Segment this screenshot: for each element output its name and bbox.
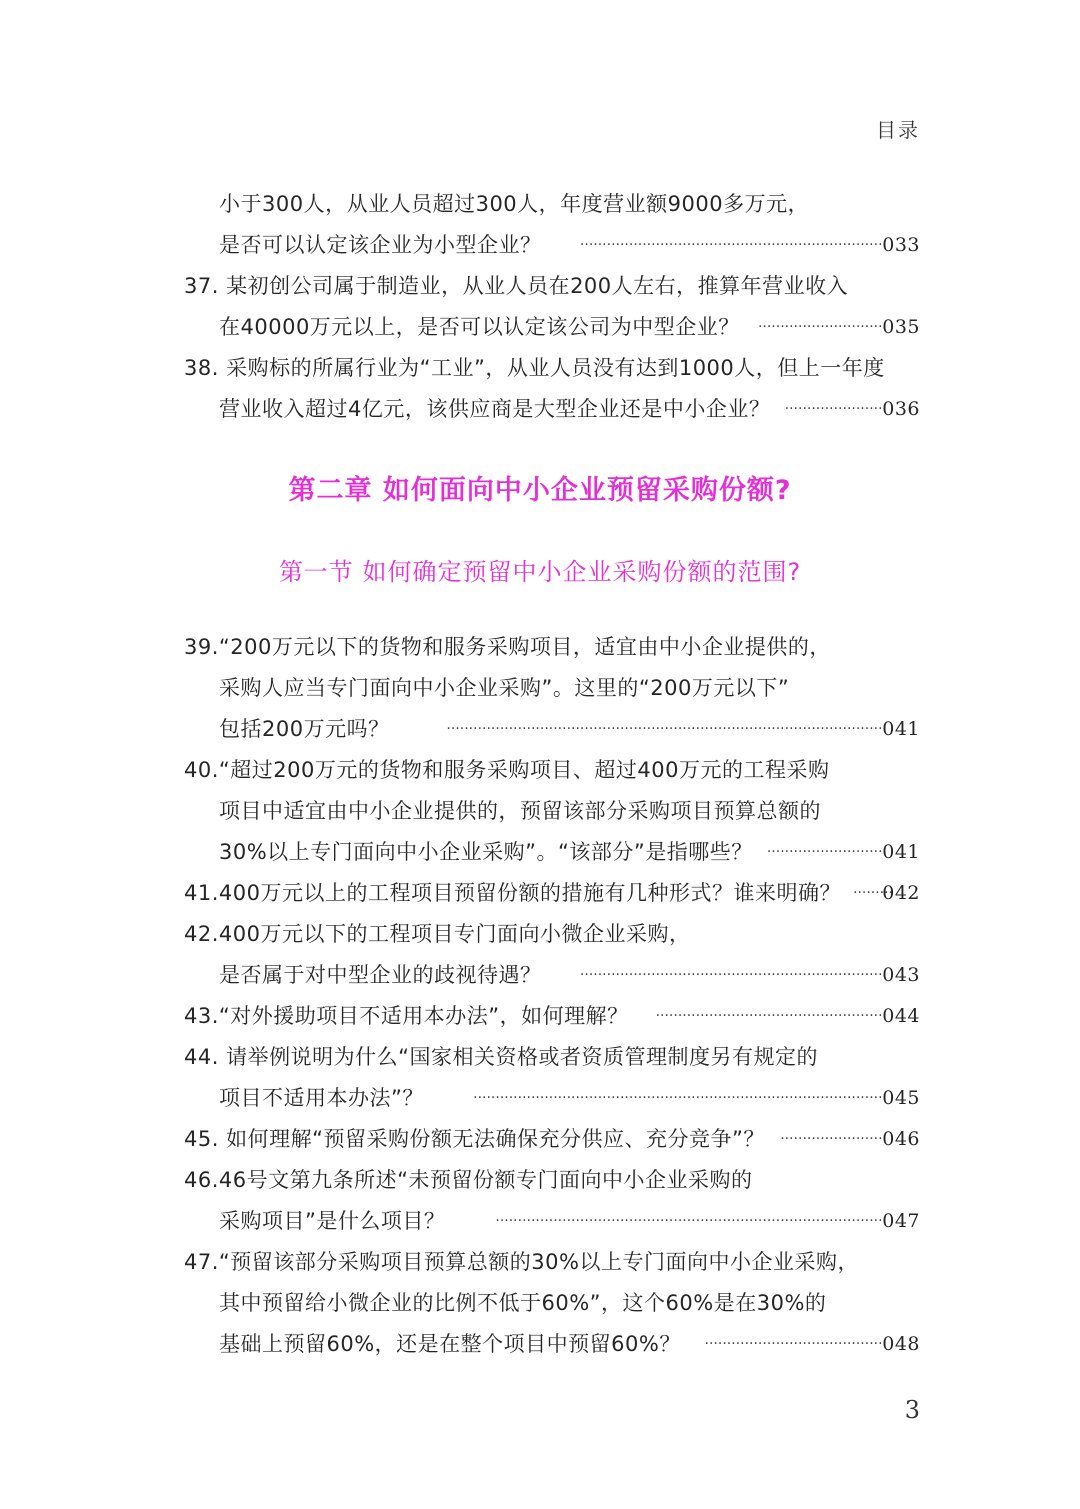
toc-leader-dots: ····························· bbox=[757, 319, 887, 335]
toc-leader-dots: ····································································· bbox=[579, 237, 887, 253]
toc-page-number: 043 bbox=[882, 964, 920, 986]
toc-entry-line bbox=[0, 1201, 1080, 1242]
toc-leader-dots: ··························· bbox=[766, 844, 887, 860]
toc-leader-dots: ····································································· bbox=[579, 967, 887, 983]
toc-leader-dots: ········································· bbox=[704, 1336, 887, 1352]
toc-entry-line bbox=[0, 184, 1080, 225]
toc-entry-line bbox=[0, 668, 1080, 709]
toc-entry-text: 项目中适宜由中小企业提供的，预留该部分采购项目预算总额的 bbox=[219, 799, 821, 823]
toc-entry-line bbox=[0, 750, 1080, 791]
toc-entry-text: 37. 某初创公司属于制造业，从业人员在200人左右，推算年营业收入 bbox=[184, 274, 849, 298]
running-header: 目录 bbox=[876, 118, 920, 142]
toc-entry-text: 30%以上专门面向中小企业采购”。“该部分”是指哪些？ bbox=[219, 840, 753, 864]
toc-leader-dots: ······················· bbox=[784, 401, 887, 417]
page-number: 3 bbox=[904, 1396, 920, 1424]
toc-leader-dots: ········· bbox=[853, 885, 894, 901]
toc-entry-text: 采购项目”是什么项目？ bbox=[219, 1209, 446, 1233]
toc-entry-text: 项目不适用本办法”？ bbox=[219, 1086, 424, 1110]
toc-leader-dots: ··································································································· bbox=[446, 721, 887, 737]
toc-entry-line bbox=[0, 832, 1080, 873]
toc-page-number: 041 bbox=[882, 841, 920, 863]
toc-entry-text: 是否可以认定该企业为小型企业？ bbox=[219, 233, 542, 257]
toc-entry-text: 小于300人，从业人员超过300人，年度营业额9000多万元， bbox=[219, 192, 810, 216]
toc-entry-line bbox=[0, 1324, 1080, 1365]
toc-entry-line bbox=[0, 709, 1080, 750]
toc-page-number: 041 bbox=[882, 718, 920, 740]
toc-entry-line bbox=[0, 389, 1080, 430]
toc-entry-text: 采购人应当专门面向中小企业采购”。这里的“200万元以下” bbox=[219, 676, 790, 700]
toc-entry-line bbox=[0, 1242, 1080, 1283]
toc-entry-text: 46.46号文第九条所述“未预留份额专门面向中小企业采购的 bbox=[184, 1168, 753, 1192]
toc-entry-text: 其中预留给小微企业的比例不低于60%”，这个60%是在30%的 bbox=[219, 1291, 827, 1315]
toc-entry-line bbox=[0, 914, 1080, 955]
toc-entry-text: 在40000万元以上，是否可以认定该公司为中型企业？ bbox=[219, 315, 740, 339]
toc-list-top bbox=[0, 184, 1080, 430]
toc-page-number: 048 bbox=[882, 1333, 920, 1355]
toc-entry-text: 43.“对外援助项目不适用本办法”，如何理解？ bbox=[184, 1004, 629, 1028]
chapter-heading: 第二章 如何面向中小企业预留采购份额? bbox=[288, 475, 792, 506]
toc-leader-dots: ···················································· bbox=[655, 1008, 887, 1024]
toc-page-number: 044 bbox=[882, 1005, 920, 1027]
toc-entry-text: 40.“超过200万元的货物和服务采购项目、超过400万元的工程采购 bbox=[184, 758, 830, 782]
toc-page-number: 036 bbox=[882, 398, 920, 420]
toc-entry-line bbox=[0, 955, 1080, 996]
toc-entry-line bbox=[0, 1119, 1080, 1160]
toc-entry-line bbox=[0, 1037, 1080, 1078]
toc-entry-text: 基础上预留60%，还是在整个项目中预留60%？ bbox=[219, 1332, 681, 1356]
toc-entry-text: 营业收入超过4亿元，该供应商是大型企业还是中小企业？ bbox=[219, 397, 771, 421]
toc-entry-line bbox=[0, 225, 1080, 266]
toc-entry-text: 47.“预留该部分采购项目预算总额的30%以上专门面向中小企业采购， bbox=[184, 1250, 859, 1274]
toc-entry-text: 38. 采购标的所属行业为“工业”，从业人员没有达到1000人，但上一年度 bbox=[184, 356, 885, 380]
toc-entry-line bbox=[0, 791, 1080, 832]
toc-page-number: 046 bbox=[882, 1128, 920, 1150]
toc-entry-text: 39.“200万元以下的货物和服务采购项目，适宜由中小企业提供的， bbox=[184, 635, 831, 659]
toc-entry-line bbox=[0, 627, 1080, 668]
toc-entry-line bbox=[0, 1078, 1080, 1119]
toc-entry-text: 41.400万元以上的工程项目预留份额的措施有几种形式？谁来明确？ bbox=[184, 881, 841, 905]
toc-page-number: 042 bbox=[882, 882, 920, 904]
toc-entry-text: 45. 如何理解“预留采购份额无法确保充分供应、充分竞争”？ bbox=[184, 1127, 765, 1151]
toc-entry-line bbox=[0, 307, 1080, 348]
toc-page-number: 047 bbox=[882, 1210, 920, 1232]
toc-entry-text: 44. 请举例说明为什么“国家相关资格或者资质管理制度另有规定的 bbox=[184, 1045, 818, 1069]
toc-leader-dots: ····························································································· bbox=[473, 1090, 887, 1106]
toc-leader-dots: ························ bbox=[780, 1131, 887, 1147]
toc-entry-text: 包括200万元吗？ bbox=[219, 717, 390, 741]
toc-leader-dots: ························································································ bbox=[495, 1213, 887, 1229]
toc-entry-text: 42.400万元以下的工程项目专门面向小微企业采购， bbox=[184, 922, 691, 946]
section-heading: 第一节 如何确定预留中小企业采购份额的范围? bbox=[278, 558, 802, 586]
toc-entry-line bbox=[0, 1160, 1080, 1201]
toc-entry-line bbox=[0, 996, 1080, 1037]
toc-page-number: 035 bbox=[882, 316, 920, 338]
toc-page-number: 033 bbox=[882, 234, 920, 256]
toc-page-number: 045 bbox=[882, 1087, 920, 1109]
toc-entry-line bbox=[0, 1283, 1080, 1324]
toc-entry-text: 是否属于对中型企业的歧视待遇？ bbox=[219, 963, 542, 987]
toc-entry-line bbox=[0, 348, 1080, 389]
toc-entry-line bbox=[0, 266, 1080, 307]
toc-entry-line bbox=[0, 873, 1080, 914]
toc-list-bottom bbox=[0, 627, 1080, 1365]
